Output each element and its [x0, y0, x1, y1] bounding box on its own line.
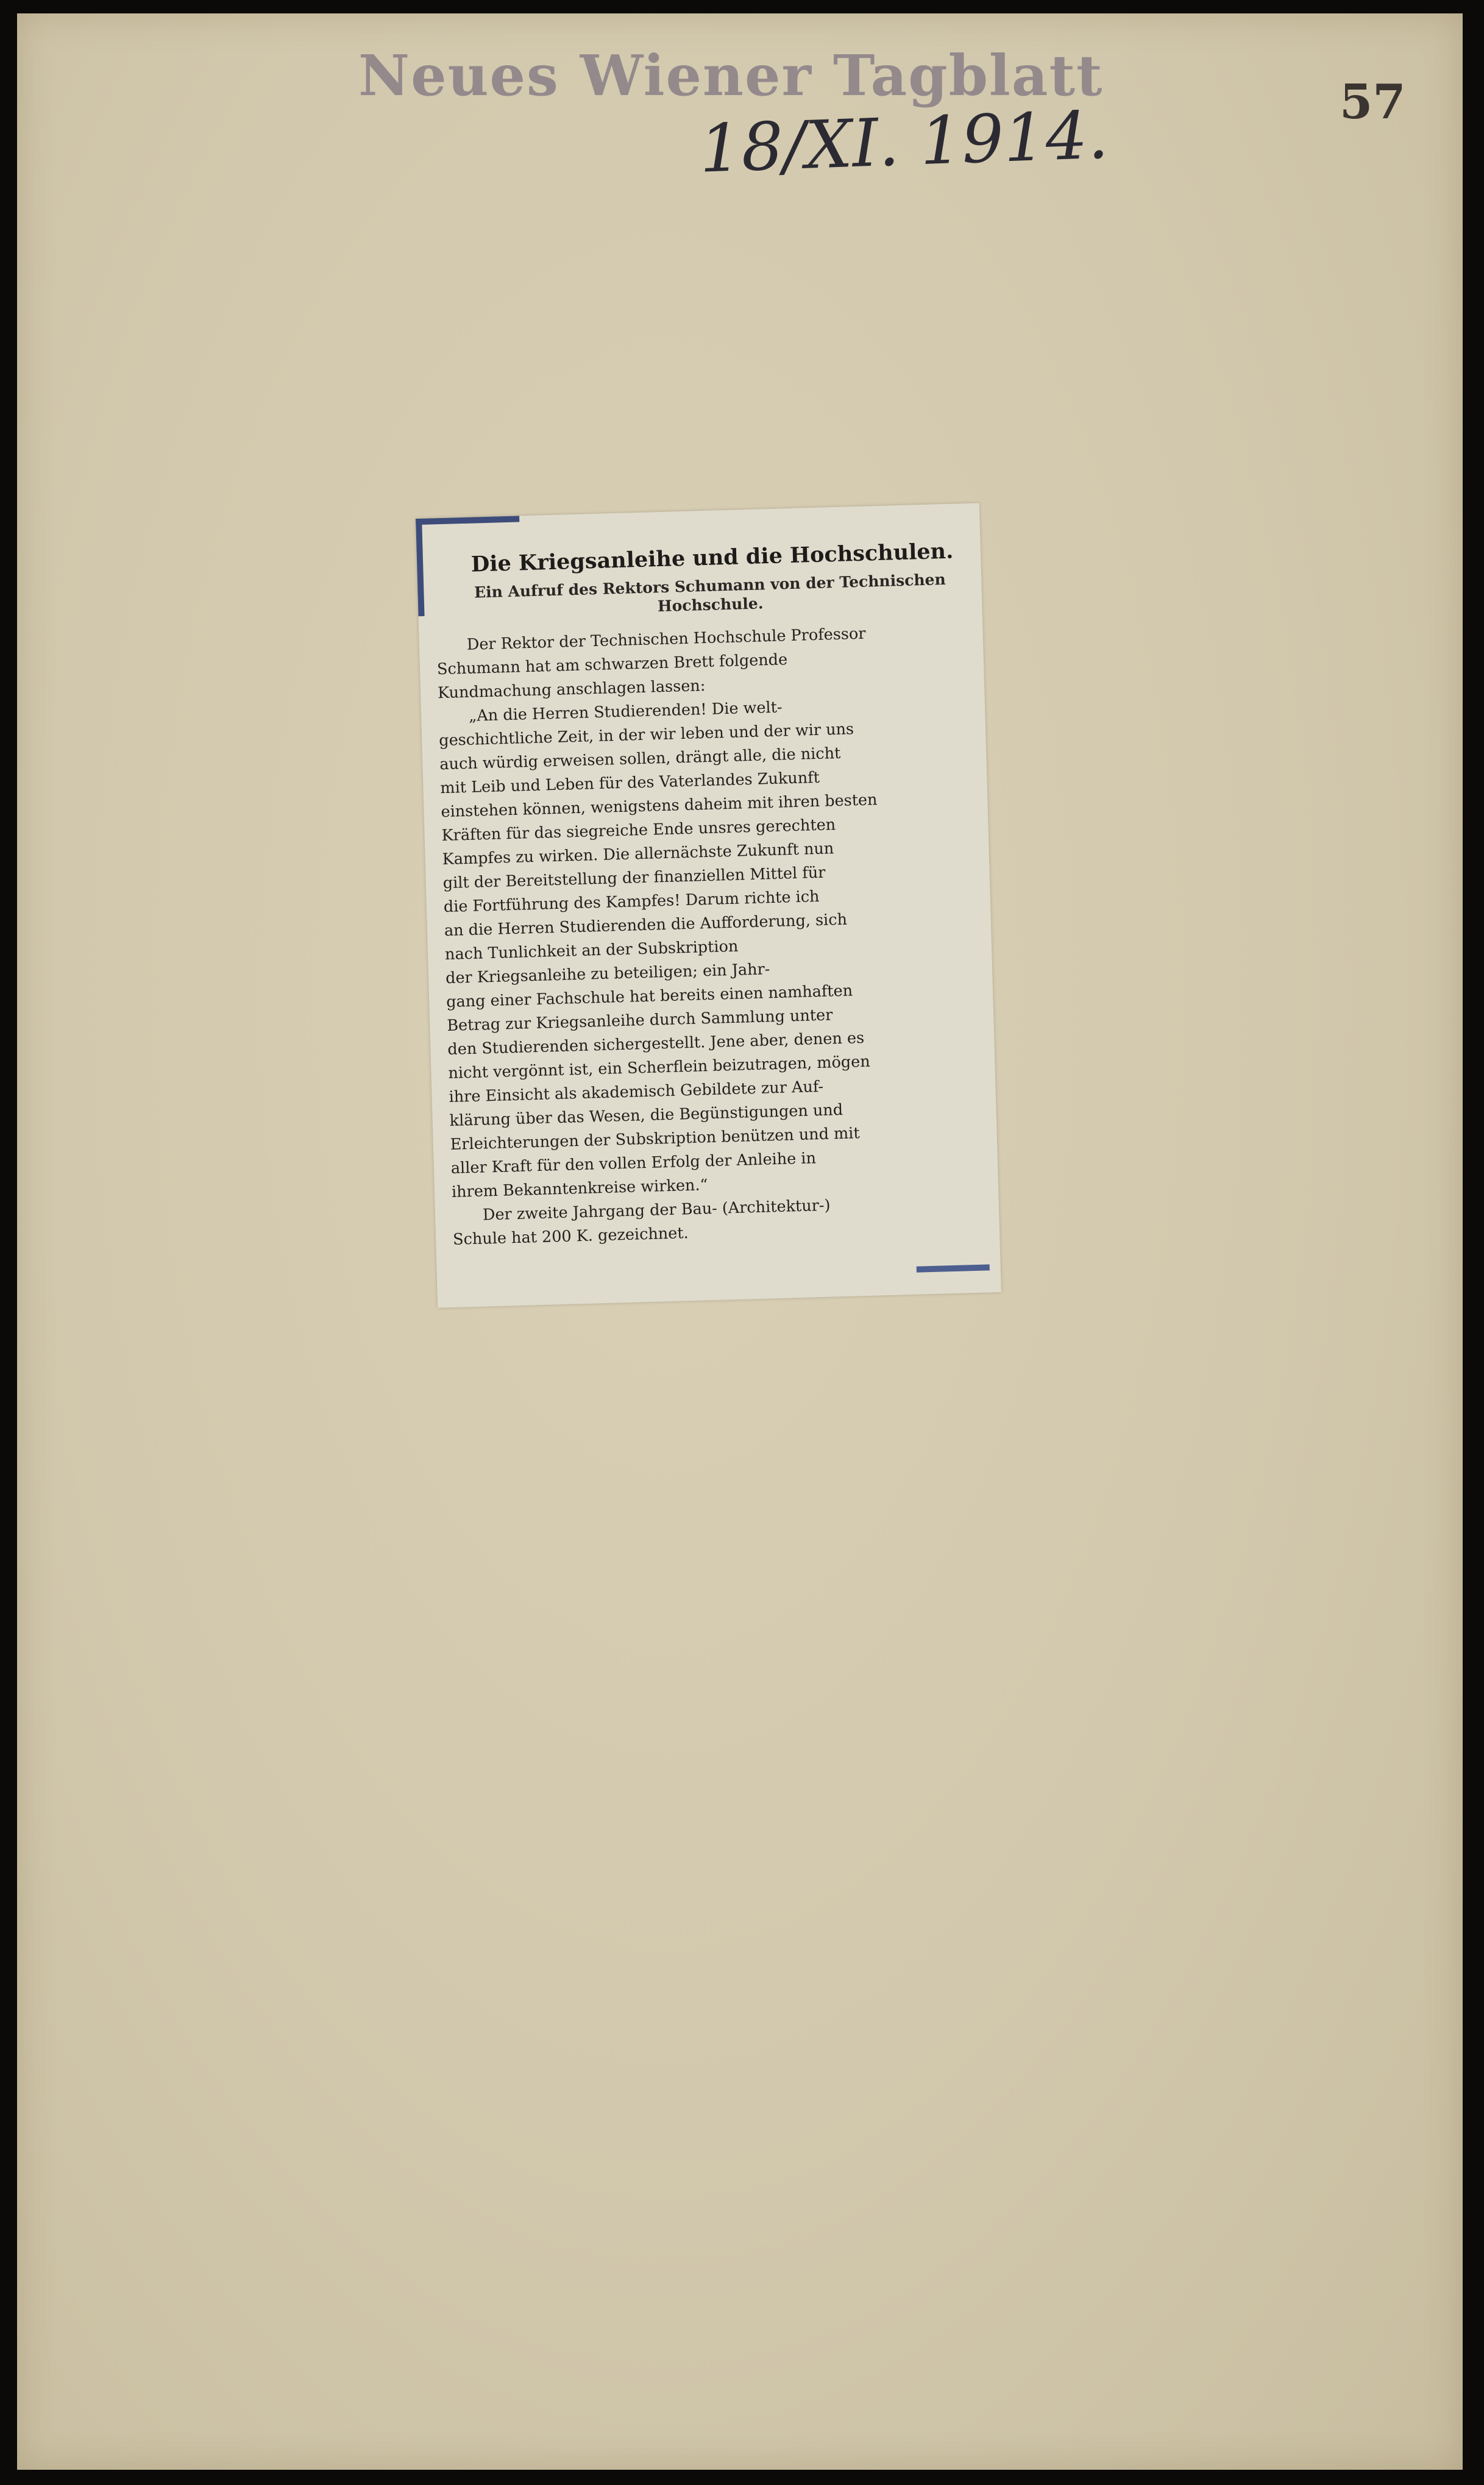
article-line: Der Rektor der Technischen Hochschule Professor: [466, 624, 866, 654]
article-line: Der zweite Jahrgang der Bau- (Architektur-): [482, 1196, 831, 1225]
article-line: gilt der Bereitstellung der finanziellen Mittel für: [442, 863, 826, 893]
article-line: Kundmachung anschlagen lassen:: [437, 677, 706, 703]
article-line: mit Leib und Leben für des Vaterlandes Zukunft: [440, 768, 820, 798]
article-line: gang einer Fachschule hat bereits einen namhaften: [446, 981, 853, 1012]
page-number: 57: [1340, 74, 1406, 130]
article-line: Schumann hat am schwarzen Brett folgende: [436, 650, 788, 679]
article-line: ihre Einsicht als akademisch Gebildete zur Auf-: [449, 1077, 824, 1107]
clipping-text-area: [427, 512, 992, 1299]
handwritten-date: 18/XI. 1914.: [698, 97, 1110, 188]
article-line: den Studierenden sichergestellt. Jene aber, denen es: [447, 1028, 865, 1059]
article-headline: Die Kriegsanleihe und die Hochschulen.: [470, 538, 954, 577]
article-line: an die Herren Studierenden die Aufforderung, sich: [444, 910, 848, 940]
article-line: geschichtliche Zeit, in der wir leben und der wir uns: [438, 720, 854, 750]
article-line: auch würdig erweisen sollen, drängt alle, die nicht: [439, 744, 841, 774]
article-line: die Fortführung des Kampfes! Darum richte ich: [443, 887, 820, 917]
article-line: Kräften für das siegreiche Ende unsres gerechten: [441, 816, 836, 845]
article-line: „An die Herren Studierenden! Die welt-: [468, 698, 783, 725]
newspaper-clipping: [416, 503, 1001, 1307]
article-subheadline: Ein Aufruf des Rektors Schumann von der Technischen Hochschule.: [474, 570, 946, 616]
article-line: Kampfes zu wirken. Die allernächste Zukunft nun: [442, 839, 834, 869]
article-line: klärung über das Wesen, die Begünstigungen und: [449, 1100, 843, 1130]
newspaper-stamp: Neues Wiener Tagblatt: [358, 43, 1104, 108]
article-line: ihrem Bekanntenkreise wirken.“: [451, 1176, 708, 1201]
article-line: Erleichterungen der Subskription benützen und mit: [450, 1124, 861, 1154]
article-line: nicht vergönnt ist, ein Scherflein beizutragen, mögen: [448, 1052, 871, 1083]
article-line: der Kriegsanleihe zu beteiligen; ein Jahr-: [445, 960, 770, 988]
article-line: aller Kraft für den vollen Erfolg der Anleihe in: [450, 1149, 817, 1178]
article-line: nach Tunlichkeit an der Subskription: [444, 937, 739, 964]
article-line: einstehen können, wenigstens daheim mit ihren besten: [441, 791, 878, 822]
article-line: Schule hat 200 K. gezeichnet.: [452, 1224, 689, 1249]
article-line: Betrag zur Kriegsanleihe durch Sammlung unter: [446, 1006, 833, 1036]
